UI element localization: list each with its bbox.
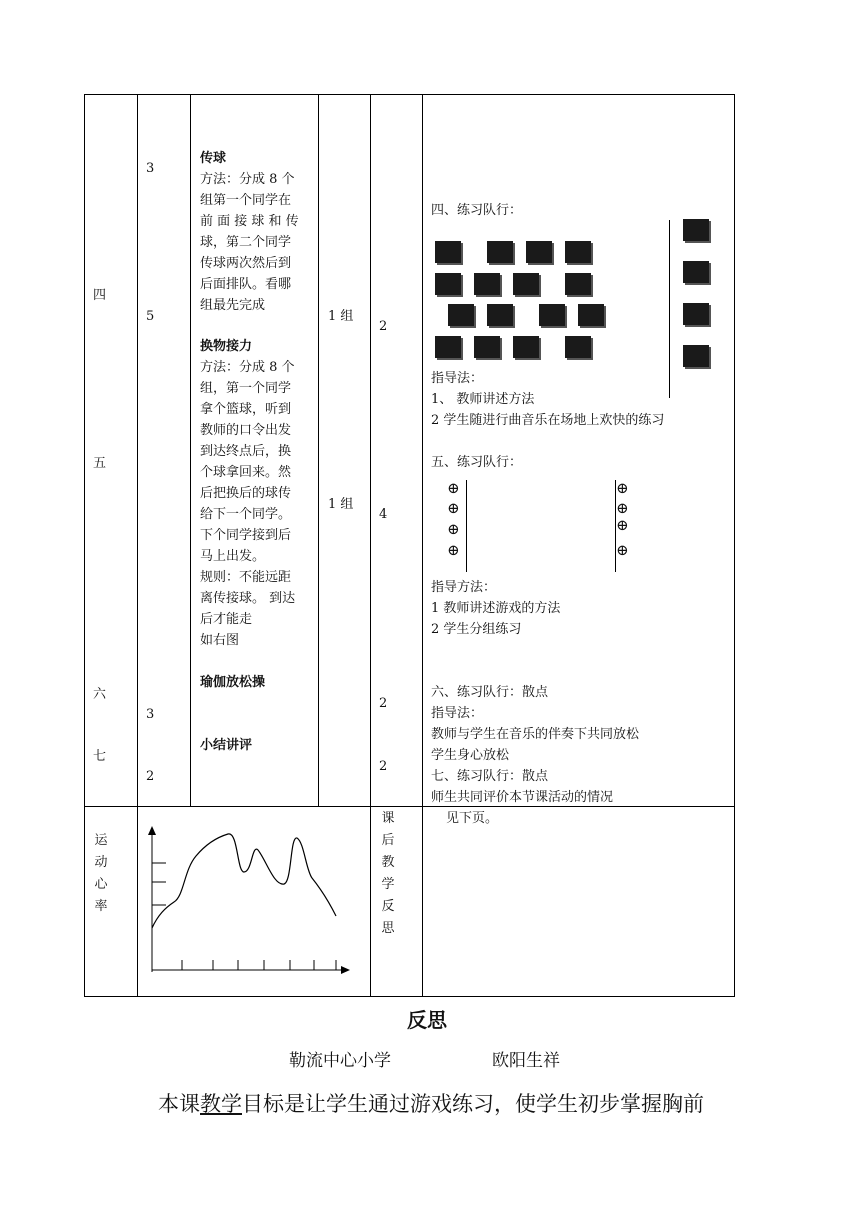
student-square-icon	[487, 241, 513, 263]
vertical-char: 反	[381, 899, 395, 914]
formation-6-title: 六、练习队行：散点	[431, 685, 549, 700]
formation-5-guide	[431, 577, 560, 640]
text-line: 后才能走	[200, 612, 253, 627]
student-square-icon	[539, 304, 565, 326]
student-square-icon	[435, 273, 461, 295]
text-line: 拿个篮球，听到	[200, 402, 292, 417]
body-suffix: 目标是让学生通过游戏练习，使学生初步掌握胸前	[242, 1092, 704, 1116]
lane-line	[466, 480, 467, 572]
student-square-icon	[513, 273, 539, 295]
vertical-char: 课	[381, 811, 395, 826]
heart-rate-label	[93, 830, 109, 918]
text-line: 后面排队。看哪	[200, 277, 292, 292]
circle-plus-icon: ⊕	[447, 479, 460, 497]
text-line: 传球两次然后到	[200, 256, 292, 271]
step-mark-6: 六	[93, 687, 107, 702]
group-label: 1 组	[328, 309, 354, 324]
student-square-icon	[526, 241, 552, 263]
text-line: 离传接球。 到达	[200, 591, 296, 606]
formation-4-title: 四、练习队行：	[431, 203, 523, 218]
text-line: 马上出发。	[200, 549, 266, 564]
vertical-char: 思	[381, 921, 395, 936]
y-axis-arrow-icon	[148, 826, 156, 835]
guide-line: 1、 教师讲述方法	[431, 392, 535, 407]
divider-line	[669, 220, 670, 398]
heart-rate-chart	[140, 820, 365, 980]
step-mark-4: 四	[93, 288, 107, 303]
text-line: 方法：分成 8 个	[200, 360, 295, 375]
author-name: 欧阳生祥	[492, 1051, 560, 1071]
text-line: 前 面 接 球 和 传	[200, 214, 299, 229]
student-square-icon	[448, 304, 474, 326]
text-line: 方法：分成 8 个	[200, 172, 295, 187]
x-axis-arrow-icon	[341, 966, 350, 974]
heart-rate-curve	[152, 834, 336, 928]
section-yoga-title: 瑜伽放松操	[200, 675, 266, 690]
student-square-icon	[683, 219, 709, 241]
student-square-icon	[578, 304, 604, 326]
text-line: 如右图	[200, 633, 240, 648]
reflection-body	[158, 1088, 704, 1118]
reflection-text: 见下页。	[446, 811, 499, 826]
group-label: 1 组	[328, 497, 354, 512]
formation-7-title: 七、练习队行：散点	[431, 769, 549, 784]
teaching-link[interactable]: 教学	[200, 1092, 242, 1116]
student-square-icon	[565, 336, 591, 358]
formation-4-guide	[431, 368, 664, 431]
guide-line: 2 学生分组练习	[431, 622, 522, 637]
guide-line: 1 教师讲述游戏的方法	[431, 601, 561, 616]
text-line: 球，第二个同学	[200, 235, 292, 250]
guide-line: 师生共同评价本节课活动的情况	[431, 790, 614, 805]
section-pass-title: 传球	[200, 151, 227, 166]
vertical-char: 教	[381, 855, 395, 870]
lane-line	[615, 480, 616, 572]
step-mark-5: 五	[93, 456, 107, 471]
student-square-icon	[513, 336, 539, 358]
reflection-label	[380, 808, 396, 940]
guide-line: 2 学生随进行曲音乐在场地上欢快的练习	[431, 413, 665, 428]
formation-6-7	[431, 682, 639, 808]
times-value: 2	[379, 319, 388, 334]
student-square-icon	[474, 336, 500, 358]
text-line: 给下一个同学。	[200, 507, 292, 522]
student-square-icon	[683, 303, 709, 325]
text-line: 下个同学接到后	[200, 528, 292, 543]
section-relay-title: 换物接力	[200, 339, 253, 354]
vertical-char: 运	[94, 833, 108, 848]
section-summary-title: 小结讲评	[200, 738, 253, 753]
circle-plus-icon: ⊕	[447, 520, 460, 538]
student-square-icon	[435, 241, 461, 263]
text-line: 到达终点后，换	[200, 444, 292, 459]
duration-1: 3	[146, 161, 155, 176]
text-line: 组最先完成	[200, 298, 266, 313]
student-square-icon	[565, 241, 591, 263]
guide-title: 指导法：	[431, 371, 484, 386]
times-value: 2	[379, 759, 388, 774]
student-square-icon	[474, 273, 500, 295]
guide-title: 指导法：	[431, 706, 484, 721]
circle-plus-icon: ⊕	[447, 541, 460, 559]
duration-3: 3	[146, 707, 155, 722]
step-mark-7: 七	[93, 749, 107, 764]
text-line: 个球拿回来。然	[200, 465, 292, 480]
duration-4: 2	[146, 769, 155, 784]
vertical-char: 后	[381, 833, 395, 848]
text-line: 教师的口令出发	[200, 423, 292, 438]
student-square-icon	[683, 345, 709, 367]
formation-5-title: 五、练习队行：	[431, 455, 523, 470]
student-square-icon	[683, 261, 709, 283]
text-line: 后把换后的球传	[200, 486, 292, 501]
circle-plus-icon: ⊕	[616, 479, 629, 497]
guide-line: 学生身心放松	[431, 748, 510, 763]
student-square-icon	[487, 304, 513, 326]
guide-title: 指导方法：	[431, 580, 497, 595]
body-prefix: 本课	[158, 1092, 200, 1116]
section-relay-body	[200, 357, 295, 651]
times-value: 4	[379, 507, 388, 522]
text-line: 组第一个同学在	[200, 193, 292, 208]
guide-line: 教师与学生在音乐的伴奏下共同放松	[431, 727, 640, 742]
circle-plus-icon: ⊕	[447, 499, 460, 517]
vertical-char: 动	[94, 855, 108, 870]
text-line: 规则：不能远距	[200, 570, 292, 585]
student-square-icon	[435, 336, 461, 358]
reflection-heading: 反思	[407, 1008, 447, 1032]
vertical-char: 心	[94, 877, 108, 892]
circle-plus-icon: ⊕	[616, 541, 629, 559]
school-name: 勒流中心小学	[289, 1051, 391, 1071]
student-square-icon	[565, 273, 591, 295]
times-value: 2	[379, 696, 388, 711]
vertical-char: 率	[94, 899, 108, 914]
circle-plus-icon: ⊕	[616, 516, 629, 534]
text-line: 组，第一个同学	[200, 381, 292, 396]
circle-plus-icon: ⊕	[616, 499, 629, 517]
vertical-char: 学	[381, 877, 395, 892]
duration-2: 5	[146, 309, 155, 324]
section-pass-body	[200, 169, 299, 316]
